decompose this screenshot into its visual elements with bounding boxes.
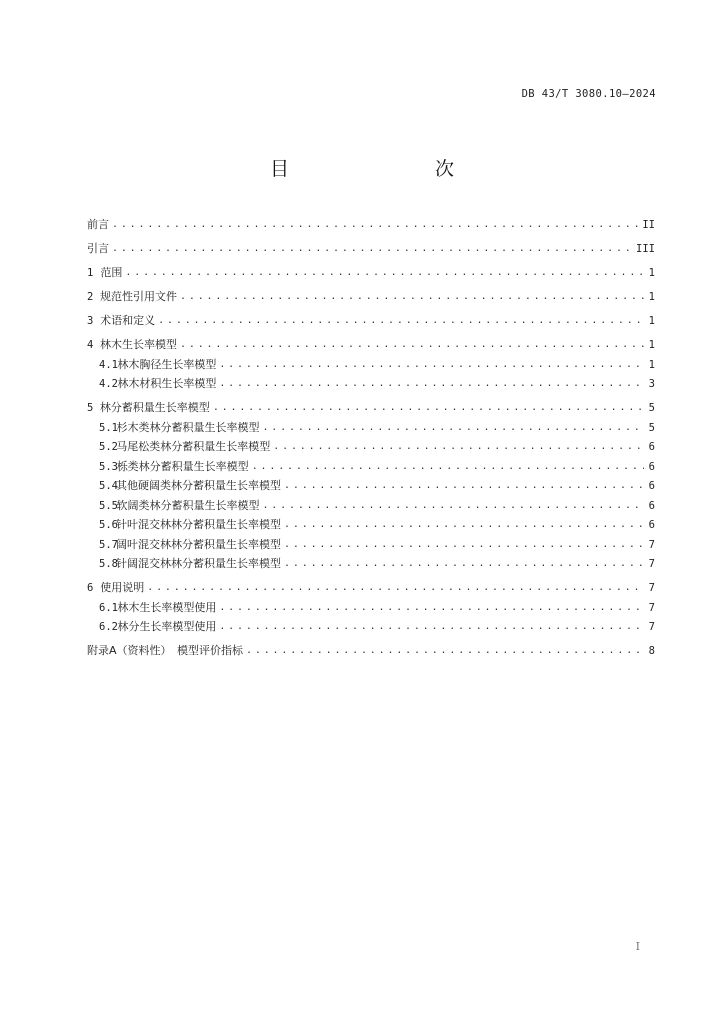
toc-entry-label: 林木胸径生长率模型 — [117, 357, 217, 371]
toc-entry-page: 7 — [648, 558, 655, 570]
toc-entry-page: III — [636, 243, 655, 255]
toc-entry-label: 阔叶混交林林分蓄积量生长率模型 — [116, 537, 282, 551]
toc-entry-label: 术语和定义 — [100, 314, 156, 327]
toc-entry-page: 7 — [648, 601, 655, 614]
toc-entry-label: 引言 — [87, 242, 109, 255]
toc-entry-number: 5.8 — [99, 558, 118, 570]
toc-entry-label: 其他硬阔类林分蓄积量生长率模型 — [116, 479, 282, 492]
toc-dot-leader — [112, 243, 633, 254]
toc-dot-leader — [273, 441, 644, 452]
toc-entry-number: 5.5 — [99, 499, 118, 512]
table-of-contents — [87, 216, 655, 662]
toc-entry-page: 1 — [648, 315, 655, 327]
toc-entry-label: 使用说明 — [100, 581, 145, 594]
toc-entry-page: 1 — [648, 358, 655, 371]
toc-title: 目 次 — [269, 158, 490, 180]
toc-entry-page: 1 — [648, 291, 655, 303]
toc-entry-number: 5 — [87, 402, 94, 414]
toc-entry-label: 范围 — [100, 266, 123, 279]
toc-entry-label: 针阔混交林林分蓄积量生长率模型 — [116, 557, 282, 570]
toc-entry[interactable] — [87, 497, 655, 517]
toc-entry-label: 杉木类林分蓄积量生长率模型 — [116, 420, 260, 434]
toc-dot-leader — [284, 558, 644, 569]
toc-entry[interactable] — [87, 419, 655, 439]
toc-entry[interactable] — [87, 399, 655, 419]
toc-entry[interactable] — [87, 516, 655, 536]
toc-entry-page: 5 — [648, 402, 655, 414]
toc-entry-number: 4.1 — [99, 358, 118, 371]
toc-dot-leader — [219, 359, 644, 370]
toc-entry-label: 针叶混交林林分蓄积量生长率模型 — [116, 518, 282, 531]
toc-entry[interactable] — [87, 336, 655, 356]
toc-entry-page: II — [642, 219, 655, 231]
toc-entry-number: 5.1 — [99, 421, 118, 434]
toc-entry-number: 6 — [87, 582, 94, 594]
toc-dot-leader — [147, 582, 644, 593]
document-code: DB 43/T 3080.10—2024 — [521, 88, 656, 100]
toc-entry-number: 5.3 — [99, 460, 118, 473]
toc-entry[interactable] — [87, 642, 655, 662]
toc-entry[interactable] — [87, 216, 655, 236]
toc-entry-label: 林分生长率模型使用 — [117, 620, 217, 633]
toc-entry-number: 5.2 — [99, 441, 118, 453]
toc-entry-page: 6 — [648, 480, 655, 492]
toc-dot-leader — [252, 461, 644, 472]
toc-dot-leader — [180, 339, 644, 350]
toc-entry[interactable] — [87, 438, 655, 458]
toc-entry-page: 7 — [648, 582, 655, 594]
toc-entry[interactable] — [87, 240, 655, 260]
toc-dot-leader — [219, 378, 644, 389]
toc-entry-label: 栎类林分蓄积量生长率模型 — [116, 459, 249, 473]
toc-entry-page: 3 — [648, 378, 655, 390]
toc-entry-number: 6.1 — [99, 601, 118, 614]
toc-entry-page: 1 — [648, 339, 655, 351]
toc-entry-number: 3 — [87, 315, 94, 327]
toc-entry[interactable] — [87, 356, 655, 376]
toc-entry-number: 4 — [87, 339, 94, 351]
toc-entry-page: 5 — [648, 421, 655, 434]
toc-entry-number: 5.7 — [99, 538, 118, 551]
toc-entry-label: 前言 — [87, 218, 109, 231]
toc-dot-leader — [180, 291, 644, 302]
toc-entry-page: 7 — [648, 621, 655, 633]
toc-dot-leader — [213, 402, 644, 413]
toc-entry-label: 软阔类林分蓄积量生长率模型 — [116, 498, 260, 512]
toc-entry[interactable] — [87, 579, 655, 599]
toc-entry[interactable] — [87, 312, 655, 332]
toc-dot-leader — [262, 422, 644, 433]
toc-entry-page: 6 — [648, 441, 655, 453]
toc-dot-leader — [284, 539, 644, 550]
toc-entry-page: 6 — [648, 499, 655, 512]
toc-entry-number: 2 — [87, 291, 94, 303]
toc-entry-page: 6 — [648, 519, 655, 531]
toc-entry-number: 5.4 — [99, 480, 118, 492]
toc-entry-page: 8 — [648, 645, 655, 657]
toc-dot-leader — [219, 621, 644, 632]
toc-dot-leader — [262, 500, 644, 511]
toc-entry[interactable] — [87, 599, 655, 619]
toc-entry-number: 1 — [87, 267, 94, 279]
toc-entry[interactable] — [87, 288, 655, 308]
toc-dot-leader — [219, 602, 644, 613]
toc-entry-label: 林木生长率模型使用 — [117, 600, 217, 614]
toc-entry[interactable] — [87, 618, 655, 638]
toc-entry-page: 6 — [648, 460, 655, 473]
toc-entry-label: 林木生长率模型 — [100, 338, 178, 351]
page-number: I — [635, 940, 640, 953]
toc-entry[interactable] — [87, 555, 655, 575]
toc-entry-label: 马尾松类林分蓄积量生长率模型 — [116, 440, 271, 453]
toc-entry[interactable] — [87, 264, 655, 284]
toc-entry[interactable] — [87, 458, 655, 478]
toc-entry-number: 5.6 — [99, 519, 118, 531]
toc-dot-leader — [112, 219, 639, 230]
toc-entry[interactable] — [87, 477, 655, 497]
toc-entry-label: 附录A（资料性） 模型评价指标 — [87, 644, 244, 657]
toc-entry[interactable] — [87, 375, 655, 395]
toc-entry-page: 1 — [648, 267, 655, 279]
toc-entry-number: 4.2 — [99, 378, 118, 390]
toc-entry-label: 林木材积生长率模型 — [117, 377, 217, 390]
toc-entry[interactable] — [87, 536, 655, 556]
toc-dot-leader — [125, 267, 644, 278]
toc-entry-page: 7 — [648, 538, 655, 551]
toc-dot-leader — [284, 480, 644, 491]
toc-dot-leader — [246, 645, 644, 656]
toc-dot-leader — [284, 519, 644, 530]
toc-dot-leader — [158, 315, 644, 326]
toc-entry-label: 规范性引用文件 — [100, 290, 178, 303]
toc-entry-label: 林分蓄积量生长率模型 — [99, 401, 210, 414]
toc-entry-number: 6.2 — [99, 621, 118, 633]
